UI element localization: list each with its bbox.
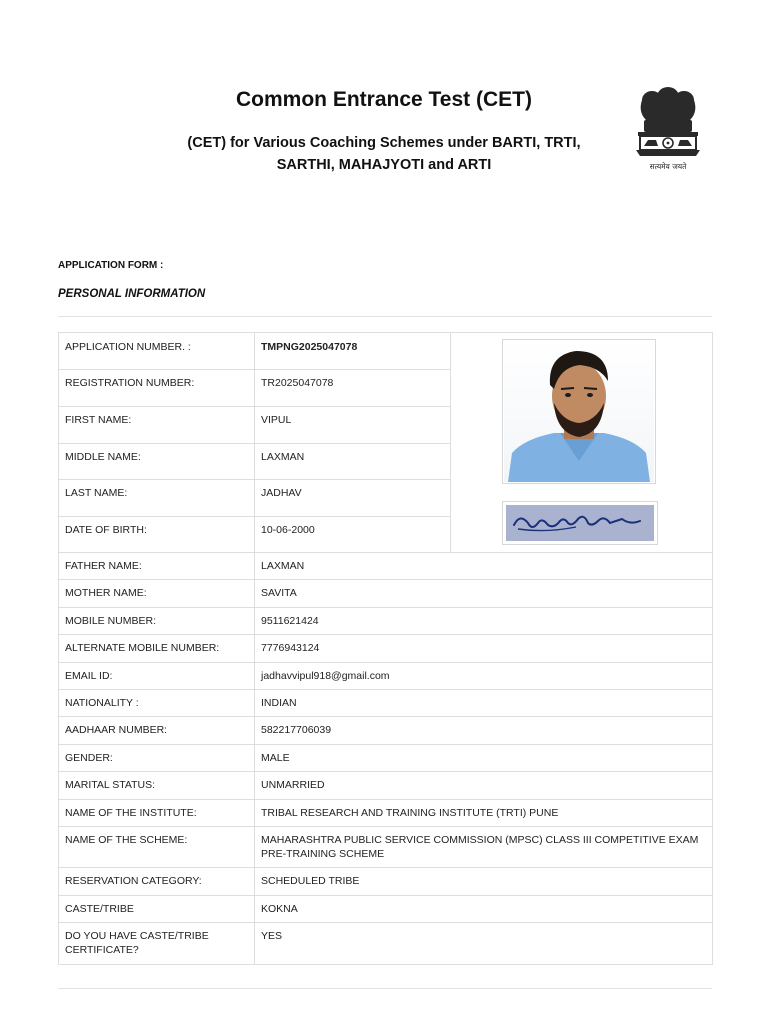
field-label: NAME OF THE INSTITUTE:	[59, 800, 255, 827]
field-label: MOBILE NUMBER:	[59, 608, 255, 635]
table-row	[59, 690, 713, 717]
field-label: MARITAL STATUS:	[59, 772, 255, 800]
table-row	[59, 896, 713, 923]
field-label: DATE OF BIRTH:	[59, 517, 255, 553]
field-label: LAST NAME:	[59, 480, 255, 517]
field-value: SAVITA	[255, 580, 713, 608]
applicant-photo-image	[504, 341, 654, 482]
field-label: AADHAAR NUMBER:	[59, 717, 255, 745]
field-label: APPLICATION NUMBER. :	[59, 333, 255, 370]
table-row	[59, 717, 713, 745]
table-row	[59, 868, 713, 896]
field-value: SCHEDULED TRIBE	[255, 868, 713, 896]
field-label: MIDDLE NAME:	[59, 444, 255, 480]
field-value: jadhavvipul918@gmail.com	[255, 663, 713, 690]
field-label: NATIONALITY :	[59, 690, 255, 717]
field-value: JADHAV	[255, 480, 451, 517]
field-value: LAXMAN	[255, 444, 451, 480]
field-value: 9511621424	[255, 608, 713, 635]
table-row	[59, 923, 713, 965]
table-row	[59, 333, 713, 370]
personal-information-table	[58, 332, 713, 965]
table-row	[59, 553, 713, 580]
field-value: 10-06-2000	[255, 517, 451, 553]
table-row	[59, 580, 713, 608]
field-label: CASTE/TRIBE	[59, 896, 255, 923]
field-label: NAME OF THE SCHEME:	[59, 827, 255, 868]
subtitle-line-1: (CET) for Various Coaching Schemes under BARTI, TRTI,	[187, 135, 581, 151]
field-value: KOKNA	[255, 896, 713, 923]
field-label: GENDER:	[59, 745, 255, 772]
field-value: YES	[255, 923, 713, 965]
signature-image	[506, 505, 654, 541]
applicant-photo	[502, 339, 656, 484]
field-value: TRIBAL RESEARCH AND TRAINING INSTITUTE (TRTI) PUNE	[255, 800, 713, 827]
field-label: ALTERNATE MOBILE NUMBER:	[59, 635, 255, 663]
field-value: UNMARRIED	[255, 772, 713, 800]
section-divider	[58, 316, 712, 317]
field-value: VIPUL	[255, 407, 451, 444]
page-title: Common Entrance Test (CET)	[236, 88, 532, 111]
field-value: LAXMAN	[255, 553, 713, 580]
national-emblem-icon	[626, 86, 710, 174]
emblem-motto: सत्यमेव जयते	[649, 162, 687, 171]
table-row	[59, 827, 713, 868]
field-value: 582217706039	[255, 717, 713, 745]
table-row	[59, 663, 713, 690]
field-value: MALE	[255, 745, 713, 772]
field-label: FIRST NAME:	[59, 407, 255, 444]
field-value: 7776943124	[255, 635, 713, 663]
field-value: INDIAN	[255, 690, 713, 717]
footer-divider	[58, 988, 712, 989]
application-form-label: APPLICATION FORM :	[58, 260, 164, 271]
field-label: DO YOU HAVE CASTE/TRIBE CERTIFICATE?	[59, 923, 255, 965]
field-value: TR2025047078	[255, 370, 451, 407]
field-label: RESERVATION CATEGORY:	[59, 868, 255, 896]
field-value: MAHARASHTRA PUBLIC SERVICE COMMISSION (MPSC) CLASS III COMPETITIVE EXAM PRE-TRAINING SCHEME	[255, 827, 713, 868]
table-row	[59, 800, 713, 827]
field-label: EMAIL ID:	[59, 663, 255, 690]
personal-information-heading: PERSONAL INFORMATION	[58, 288, 206, 300]
table-row	[59, 608, 713, 635]
applicant-signature	[502, 501, 658, 545]
field-label: REGISTRATION NUMBER:	[59, 370, 255, 407]
field-label: MOTHER NAME:	[59, 580, 255, 608]
table-row	[59, 745, 713, 772]
field-label: FATHER NAME:	[59, 553, 255, 580]
page-subtitle	[184, 132, 584, 176]
subtitle-line-2: SARTHI, MAHAJYOTI and ARTI	[276, 157, 492, 173]
table-row	[59, 635, 713, 663]
application-number-value: TMPNG2025047078	[255, 333, 451, 370]
photo-signature-cell	[451, 333, 713, 553]
table-row	[59, 772, 713, 800]
